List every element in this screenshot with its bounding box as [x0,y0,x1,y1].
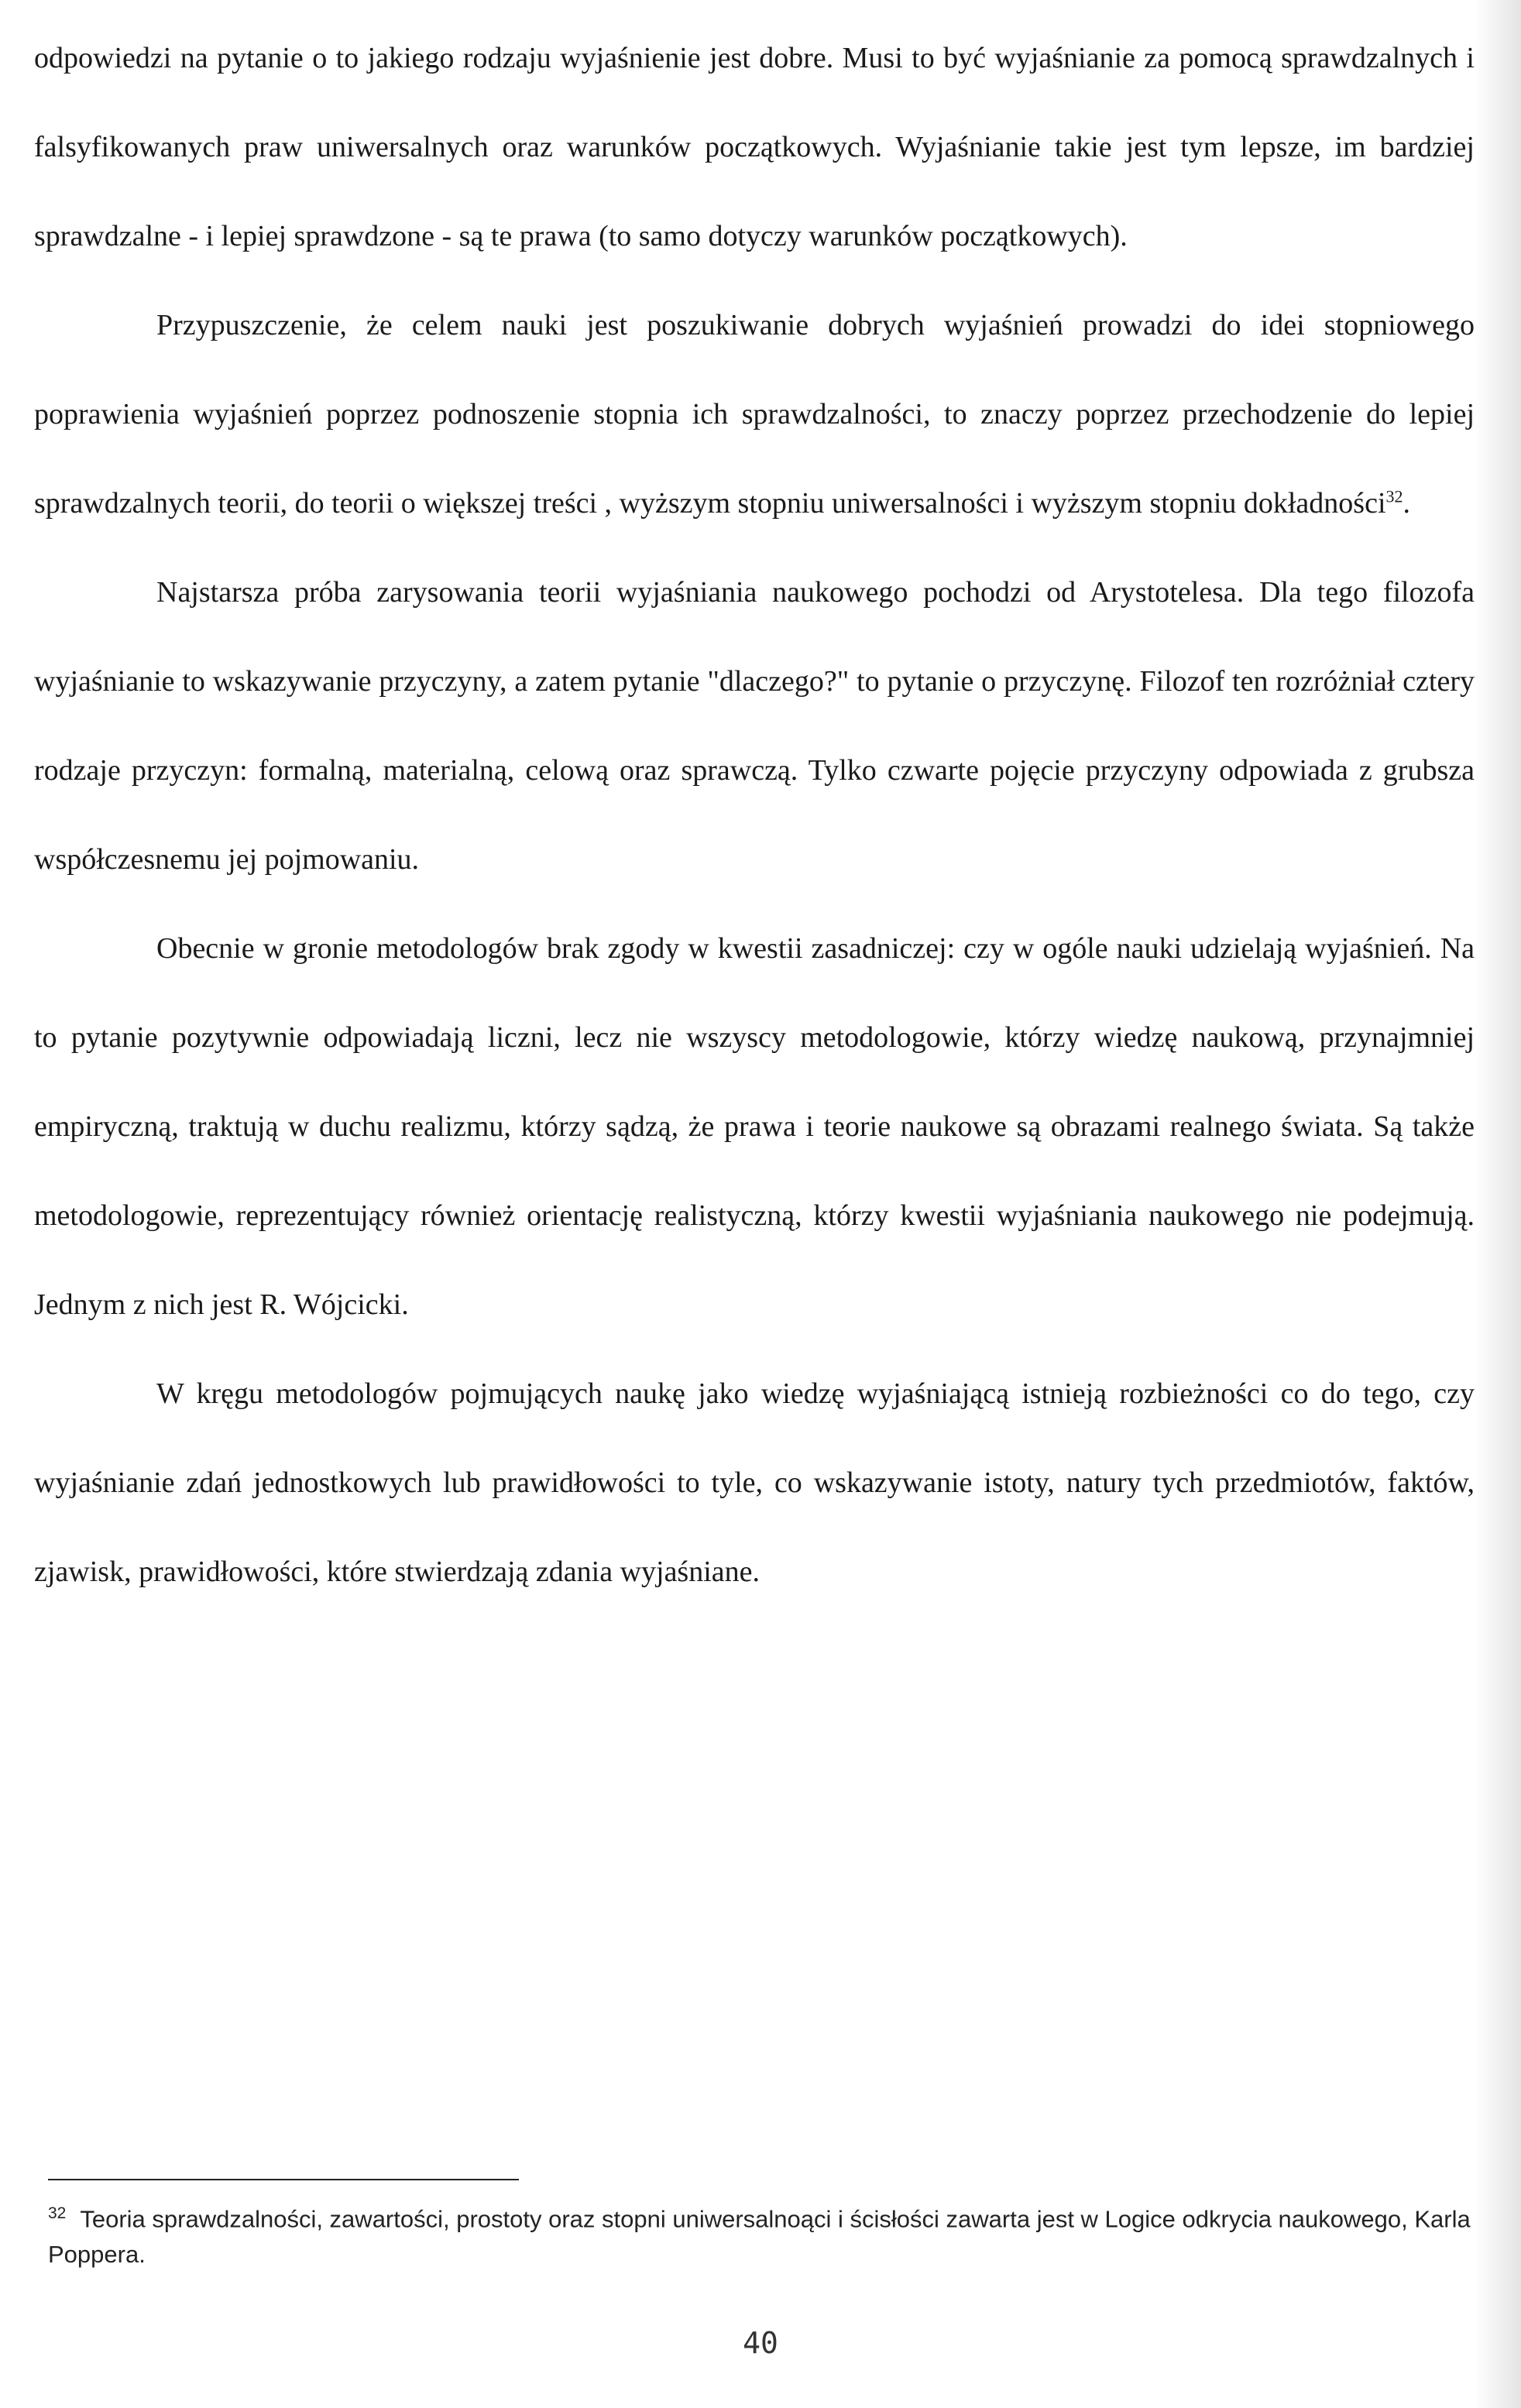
paragraph-2 [34,281,1475,548]
footnote-reference: 32 [1385,486,1403,506]
paragraph-2-tail: . [1403,487,1411,520]
footnote-text: Teoria sprawdzalności, zawartości, prostoty oraz stopni uniwersalnoąci i ścisłości zawarta jest w Logice odkrycia naukowego, Karla Poppera. [48,2205,1471,2269]
footnote-number: 32 [48,2204,67,2222]
body-text [34,14,1475,1617]
paragraph-3: Najstarsza próba zarysowania teorii wyjaśniania naukowego pochodzi od Arystotelesa. Dla tego filozofa wyjaśnianie to wskazywanie przyczyny, a zatem pytanie "dlaczego?" to pytanie o przyczynę. Filozof ten rozróżniał cztery rodzaje przyczyn: formalną, materialną, celową oraz sprawczą. Tylko czwarte pojęcie przyczyny odpowiada z grubsza współczesnemu jej pojmowaniu. [34,576,1475,876]
footnote [48,2196,1473,2273]
footnote-separator [48,2179,519,2180]
page-number: 40 [743,2326,778,2360]
paragraph-5: W kręgu metodologów pojmujących naukę jako wiedzę wyjaśniającą istnieją rozbieżności co do tego, czy wyjaśnianie zdań jednostkowych lub prawidłowości to tyle, co wskazywanie istoty, natury tych przedmiotów, faktów, zjawisk, prawidłowości, które stwierdzają zdania wyjaśniane. [34,1377,1475,1588]
paragraph-1: odpowiedzi na pytanie o to jakiego rodzaju wyjaśnienie jest dobre. Musi to być wyjaśnianie za pomocą sprawdzalnych i falsyfikowanych praw uniwersalnych oraz warunków początkowych. Wyjaśnianie takie jest tym lepsze, im bardziej sprawdzalne - i lepiej sprawdzone - są te prawa (to samo dotyczy warunków początkowych). [34,42,1475,252]
paragraph-4: Obecnie w gronie metodologów brak zgody w kwestii zasadniczej: czy w ogóle nauki udzielają wyjaśnień. Na to pytanie pozytywnie odpowiadają liczni, lecz nie wszyscy metodologowie, którzy wiedzę naukową, przynajmniej empiryczną, traktują w duchu realizmu, którzy sądzą, że prawa i teorie naukowe są obrazami realnego świata. Są także metodologowie, reprezentujący również orientację realistyczną, którzy kwestii wyjaśniania naukowego nie podejmują. Jednym z nich jest R. Wójcicki. [34,932,1475,1321]
paragraph-2-text: Przypuszczenie, że celem nauki jest poszukiwanie dobrych wyjaśnień prowadzi do idei stopniowego poprawienia wyjaśnień poprzez podnoszenie stopnia ich sprawdzalności, to znaczy poprzez przechodzenie do lepiej sprawdzalnych teorii, do teorii o większej treści , wyższym stopniu uniwersalności i wyższym stopniu dokładności [34,309,1475,520]
page-edge-shading [1475,0,1521,2408]
